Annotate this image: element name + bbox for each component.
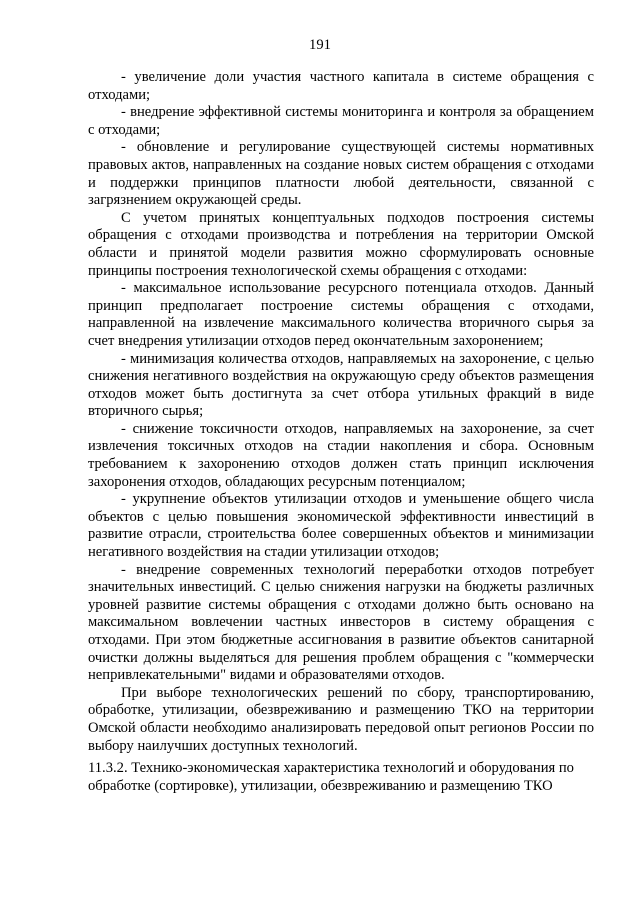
- body-text: [88, 69, 594, 755]
- paragraph-facility-consolidation: - укрупнение объектов утилизации отходов и уменьшение общего числа объектов с целью повышения экономической эффективности инвестиций в развитие отрасли, строительства более совершенных объектов и минимизации негативного воздействия на стадии утилизации отходов;: [88, 491, 594, 561]
- page-number: 191: [309, 37, 331, 53]
- paragraph-waste-minimization: - минимизация количества отходов, направляемых на захоронение, с целью снижения негативного воздействия на окружающую среду объектов размещения отходов может быть достигнута за счет отбора утильных фракций в виде вторичного сырья;: [88, 350, 594, 420]
- paragraph-technology-selection: При выборе технологических решений по сбору, транспортированию, обработке, утилизации, обезвреживанию и размещению ТКО на территории Омской области необходимо анализировать передовой опыт регионов России по выбору наилучших доступных технологий.: [88, 684, 594, 754]
- paragraph-private-capital: - увеличение доли участия частного капитала в системе обращения с отходами;: [88, 69, 594, 103]
- paragraph-monitoring-system: - внедрение эффективной системы мониторинга и контроля за обращением с отходами;: [88, 104, 594, 138]
- paragraph-conceptual-approaches: С учетом принятых концептуальных подходов построения системы обращения с отходами производства и потребления на территории Омской области и принятой модели развития можно сформулировать основные принципы построения технологической схемы обращения с отходами:: [88, 209, 594, 279]
- paragraph-resource-potential: - максимальное использование ресурсного потенциала отходов. Данный принцип предполагает построение системы обращения с отходами, направленной на извлечение максимального количества вторичного сырья за счет внедрения утилизации отходов перед окончательным захоронением;: [88, 280, 594, 349]
- paragraph-modern-technologies: - внедрение современных технологий переработки отходов потребует значительных инвестиций. С целью снижения нагрузки на бюджеты различных уровней развитие системы обращения с отходами должно быть основано на максимальном вовлечении частных инвесторов в систему обращения с отходами. При этом бюджетные ассигнования в развитие объектов санитарной очистки должны выделяться для решения проблем обращения с "коммерчески непривлекательными" видами и образователями отходов.: [88, 561, 594, 684]
- paragraph-regulatory-acts: - обновление и регулирование существующей системы нормативных правовых актов, направленных на создание новых систем обращения с отходами и поддержки принципов платности любой деятельности, связанной с загрязнением окружающей среды.: [88, 139, 594, 209]
- section-heading: 11.3.2. Технико-экономическая характеристика технологий и оборудования по обработке (сортировке), утилизации, обезвреживанию и размещению ТКО: [88, 760, 574, 795]
- paragraph-toxicity-reduction: - снижение токсичности отходов, направляемых на захоронение, за счет извлечения токсичных отходов на стадии накопления и сбора. Основным требованием к захоронению отходов должен стать принцип исключения захоронения отходов, обладающих ресурсным потенциалом;: [88, 420, 594, 490]
